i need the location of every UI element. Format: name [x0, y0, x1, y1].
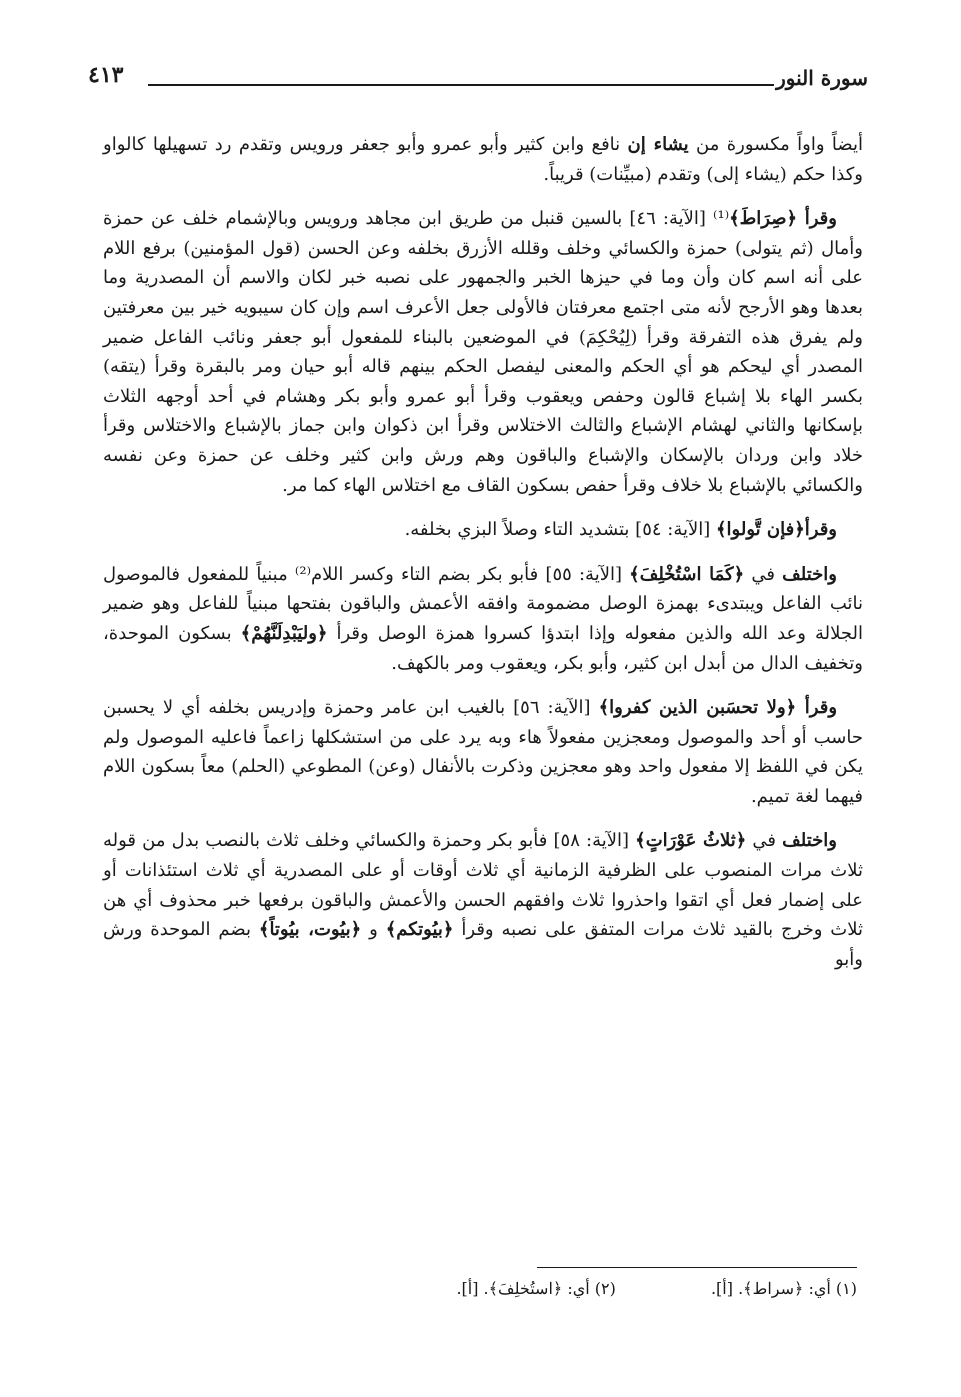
page-header: [88, 62, 868, 96]
text-run: في: [744, 563, 783, 585]
bold-phrase: ﴿بيُوتكم﴾: [385, 919, 454, 941]
footnote-2: (٢) أي: ﴿استُخلِفَ﴾. [أ].: [456, 1279, 616, 1298]
text-run: [الآية: ٥٥] فأبو بكر بضم التاء وكسر اللام⁽²⁾ مبنياً للمفعول فالموصول نائب الفاعل ويبتدىء بهمزة الوصل مضمومة وافقه الأعمش والباقون بفتحها مبنياً للفاعل وهو ضمير الجلالة وعد الله والذين مفعوله وإذا ابتدؤا كسروا همزة الوصل وقرأ: [103, 563, 863, 644]
bold-phrase: ﴿ولا تحسَبن الذين كفروا﴾: [598, 697, 805, 719]
footnotes: [97, 1276, 857, 1302]
text-run: بضم الموحدة ورش وأبو: [103, 919, 863, 970]
text-run: نافع وابن كثير وأبو عمرو وأبو جعفر ورويس وتقدم رد تسهيلها كالواو وكذا حكم (يشاء إلى) وتقدم (مبيِّنات) قريباً.: [103, 134, 863, 185]
paragraph: [103, 693, 863, 811]
surah-title: سورة النور: [776, 66, 868, 90]
paragraph: [103, 130, 863, 189]
bold-phrase: ﴿وليَبْدِلَنَّهُمْ﴾: [240, 622, 328, 644]
paragraph: [103, 515, 863, 545]
bold-phrase: وقرأ: [804, 697, 838, 719]
bold-phrase: ﴿كَمَا اسْتُخْلِفَ﴾: [629, 563, 745, 585]
bold-phrase: وقرأ: [804, 208, 837, 230]
bold-phrase: يشاء إن: [627, 134, 689, 155]
text-run: و: [361, 919, 386, 941]
paragraph: [103, 826, 863, 974]
bold-phrase: ﴿صِرَاطَ﴾: [729, 208, 805, 230]
text-run: في: [746, 830, 783, 852]
paragraph: [103, 560, 863, 678]
footnote-separator: [537, 1267, 857, 1268]
bold-phrase: ﴿بيُوت، بيُوتاً﴾: [258, 919, 362, 941]
page-number: ٤١٣: [88, 62, 124, 88]
text-run: [الآية: ٥٦] بالغيب ابن عامر وحمزة وإدريس بخلفه أي لا يحسبن حاسب أو أحد والموصول ومعجزين مفعولاً هاء وبه يرد على من استشكلها زاعماً فاعليه الموصول ولم يكن في اللفظ إلا مفعول واحد وهو معجزين وذكرت بالأنفال (وعن) المطوعي (الحلم) معاً بسكون اللام فيهما لغة تميم.: [103, 697, 863, 807]
bold-phrase: ﴿ثلاثُ عَوْرَاتٍ﴾: [635, 830, 747, 852]
bold-phrase: ﴿فإن تَّولوا﴾: [716, 519, 805, 541]
bold-phrase: وقرأ: [804, 519, 837, 541]
text-run: بسكون الموحدة، وتخفيف الدال من أبدل ابن كثير، وأبو بكر، ويعقوب ومر بالكهف.: [103, 622, 863, 674]
text-run: [الآية: ٥٤] بتشديد التاء وصلاً البزي بخلفه.: [404, 519, 716, 541]
page-body: [103, 130, 863, 989]
text-run: أيضاً واواً مكسورة من: [688, 134, 863, 155]
text-run: ⁽¹⁾ [الآية: ٤٦] بالسين قنبل من طريق ابن مجاهد ورويس وبالإشمام خلف عن حمزة وأمال (ثم يتولى) حمزة والكسائي وخلف وقلله الأزرق بخلفه وعن الحسن (قول المؤمنين) برفع اللام على أنه اسم كان وأن وما في حيزها الخبر والجمهور على نصبه خبر لكان والاسم أن المصدرية وما بعدها وهو الأرجح لأنه متى اجتمع معرفتان فالأولى جعل الأعرف اسم وإن كان سيبويه خير بين معرفتين ولم يفرق هذه التفرقة وقرأ (لِيُحْكِمَ) في الموضعين بالبناء للمفعول أبو جعفر ونائب الفاعل ضمير المصدر أي ليحكم هو أي الحكم والمعنى ليفصل الحكم بينهم قاله أبو حيان ومر بالبقرة وقرأ (يتقه) بكسر الهاء بلا إشباع قالون وحفص ويعقوب وقرأ أبو عمرو وأبو بكر وهشام في أحد أوجهه الثلاث بإسكانها والثاني لهشام الإشباع والثالث الاختلاس وقرأ ابن ذكوان وابن جماز بالإشباع والاختلاس وقرأ خلاد وابن وردان بالإسكان والإشباع والباقون وهم ورش وابن كثير وخلف عن حمزة وعن نفسه والكسائي بالإشباع بلا خلاف وقرأ حفص بسكون القاف مع اختلاس الهاء كما مر.: [103, 208, 863, 496]
paragraph: [103, 204, 863, 500]
bold-phrase: واختلف: [782, 830, 837, 852]
bold-phrase: واختلف: [782, 563, 837, 585]
text-run: [الآية: ٥٨] فأبو بكر وحمزة والكسائي وخلف ثلاث بالنصب بدل من قوله ثلاث مرات المنصوب على الظرفية الزمانية أي ثلاث أوقات أو على المصدرية أي ثلاث استئذانات أو على إضمار فعل أي اتقوا واحذروا ثلاث وافقهم الحسن والأعمش والباقون برفعها خبر محذوف أي هن ثلاث وخرج بالقيد ثلاث مرات المتفق على نصبه وقرأ: [103, 830, 863, 941]
footnote-1: (١) أي: ﴿سراط﴾. [أ].: [710, 1279, 857, 1298]
header-rule: [148, 84, 774, 86]
